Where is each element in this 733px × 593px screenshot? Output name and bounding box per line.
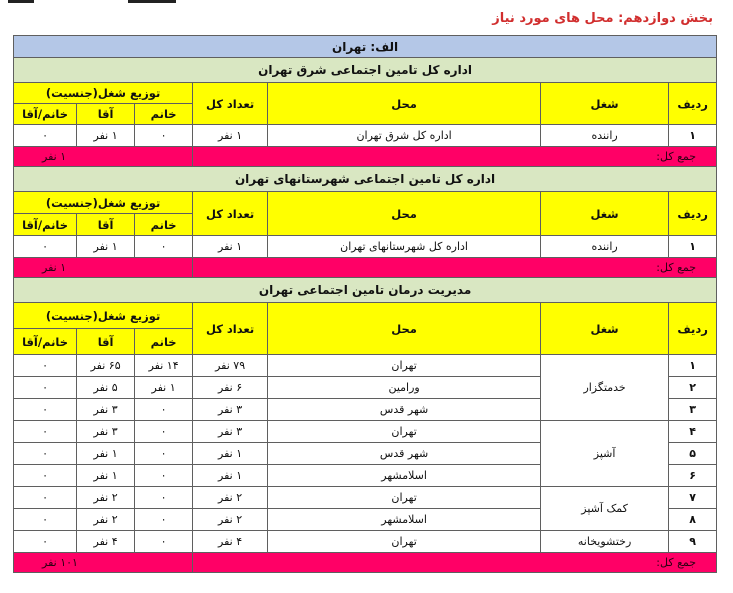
cell-male: ۱ نفر <box>77 125 135 147</box>
cell-male: ۳ نفر <box>77 421 135 443</box>
cell-either: ۰ <box>14 355 77 377</box>
col-header-male: آقا <box>77 104 135 125</box>
top-strip-mark <box>128 0 176 3</box>
col-header-either: خانم/آقا <box>14 329 77 355</box>
cell-female: ۱ نفر <box>135 377 193 399</box>
cell-location: تهران <box>268 421 541 443</box>
col-header-gender-group: توزیع شغل(جنسیت) <box>14 192 193 214</box>
col-header-location: محل <box>268 303 541 355</box>
cell-either: ۰ <box>14 487 77 509</box>
sum-row <box>14 553 717 573</box>
cell-location: اداره کل شرق تهران <box>268 125 541 147</box>
cell-row-no: ۱ <box>669 125 717 147</box>
cell-female: ۰ <box>135 465 193 487</box>
cell-either: ۰ <box>14 399 77 421</box>
cell-row-no: ۶ <box>669 465 717 487</box>
cell-either: ۰ <box>14 421 77 443</box>
table-row <box>14 487 717 509</box>
table-row <box>14 125 717 147</box>
cell-either: ۰ <box>14 509 77 531</box>
cell-female: ۰ <box>135 531 193 553</box>
cell-location: ورامین <box>268 377 541 399</box>
cell-male: ۱ نفر <box>77 443 135 465</box>
cell-male: ۲ نفر <box>77 509 135 531</box>
cell-job: خدمتگزار <box>541 355 669 421</box>
cell-total: ۱ نفر <box>193 443 268 465</box>
cell-total: ۳ نفر <box>193 399 268 421</box>
col-header-either: خانم/آقا <box>14 214 77 236</box>
cell-location: اداره کل شهرستانهای تهران <box>268 236 541 258</box>
cell-female: ۰ <box>135 487 193 509</box>
table-row <box>14 531 717 553</box>
cell-female: ۰ <box>135 236 193 258</box>
cell-either: ۰ <box>14 125 77 147</box>
cell-total: ۶ نفر <box>193 377 268 399</box>
header-row <box>14 83 717 104</box>
cell-total: ۲ نفر <box>193 509 268 531</box>
section-title: اداره کل تامین اجتماعی شهرستانهای تهران <box>14 167 717 192</box>
table-row <box>14 421 717 443</box>
cell-job: راننده <box>541 125 669 147</box>
cell-either: ۰ <box>14 377 77 399</box>
cell-either: ۰ <box>14 531 77 553</box>
cell-location: اسلامشهر <box>268 465 541 487</box>
cell-total: ۷۹ نفر <box>193 355 268 377</box>
region-row <box>14 36 717 58</box>
sum-label: جمع کل: <box>193 553 717 573</box>
cell-location: شهر قدس <box>268 399 541 421</box>
top-strip-mark <box>8 0 34 3</box>
cell-total: ۳ نفر <box>193 421 268 443</box>
cell-total: ۱ نفر <box>193 125 268 147</box>
cell-male: ۴ نفر <box>77 531 135 553</box>
cell-job: کمک آشپز <box>541 487 669 531</box>
section-title-row <box>14 58 717 83</box>
cell-total: ۴ نفر <box>193 531 268 553</box>
cell-row-no: ۴ <box>669 421 717 443</box>
col-header-total: تعداد کل <box>193 303 268 355</box>
col-header-male: آقا <box>77 329 135 355</box>
cell-female: ۰ <box>135 421 193 443</box>
cell-row-no: ۳ <box>669 399 717 421</box>
sum-value: ۱۰۱ نفر <box>14 553 193 573</box>
col-header-gender-group: توزیع شغل(جنسیت) <box>14 83 193 104</box>
section-title-row <box>14 167 717 192</box>
cell-location: شهر قدس <box>268 443 541 465</box>
col-header-female: خانم <box>135 214 193 236</box>
col-header-job: شغل <box>541 192 669 236</box>
col-header-location: محل <box>268 83 541 125</box>
cell-male: ۱ نفر <box>77 465 135 487</box>
cell-male: ۲ نفر <box>77 487 135 509</box>
col-header-female: خانم <box>135 104 193 125</box>
col-header-row-no: ردیف <box>669 303 717 355</box>
cell-male: ۱ نفر <box>77 236 135 258</box>
sum-row <box>14 258 717 278</box>
cell-total: ۱ نفر <box>193 465 268 487</box>
col-header-total: تعداد کل <box>193 83 268 125</box>
col-header-location: محل <box>268 192 541 236</box>
cell-row-no: ۲ <box>669 377 717 399</box>
cell-female: ۰ <box>135 443 193 465</box>
cell-either: ۰ <box>14 443 77 465</box>
cell-row-no: ۷ <box>669 487 717 509</box>
col-header-job: شغل <box>541 83 669 125</box>
region-label: الف: تهران <box>14 36 717 58</box>
cell-location: تهران <box>268 355 541 377</box>
section-heading: بخش دوازدهم: محل های مورد نیاز <box>492 11 713 26</box>
section-title-row <box>14 278 717 303</box>
cell-either: ۰ <box>14 465 77 487</box>
cell-row-no: ۱ <box>669 236 717 258</box>
header-row <box>14 303 717 329</box>
col-header-job: شغل <box>541 303 669 355</box>
cell-either: ۰ <box>14 236 77 258</box>
cell-location: اسلامشهر <box>268 509 541 531</box>
cell-total: ۲ نفر <box>193 487 268 509</box>
sum-label: جمع کل: <box>193 258 717 278</box>
col-header-female: خانم <box>135 329 193 355</box>
cell-row-no: ۸ <box>669 509 717 531</box>
cell-job: راننده <box>541 236 669 258</box>
col-header-total: تعداد کل <box>193 192 268 236</box>
table-row <box>14 355 717 377</box>
cell-male: ۶۵ نفر <box>77 355 135 377</box>
cell-row-no: ۱ <box>669 355 717 377</box>
cell-row-no: ۵ <box>669 443 717 465</box>
sum-row <box>14 147 717 167</box>
cell-total: ۱ نفر <box>193 236 268 258</box>
col-header-row-no: ردیف <box>669 192 717 236</box>
col-header-either: خانم/آقا <box>14 104 77 125</box>
cell-row-no: ۹ <box>669 531 717 553</box>
cell-female: ۰ <box>135 125 193 147</box>
col-header-male: آقا <box>77 214 135 236</box>
sum-value: ۱ نفر <box>14 258 193 278</box>
section-title: اداره کل تامین اجتماعی شرق تهران <box>14 58 717 83</box>
cell-location: تهران <box>268 487 541 509</box>
cell-location: تهران <box>268 531 541 553</box>
cell-female: ۰ <box>135 399 193 421</box>
cell-female: ۱۴ نفر <box>135 355 193 377</box>
cell-male: ۳ نفر <box>77 399 135 421</box>
requirements-table <box>13 35 717 573</box>
sum-value: ۱ نفر <box>14 147 193 167</box>
section-title: مدیریت درمان تامین اجتماعی تهران <box>14 278 717 303</box>
cell-job: آشپز <box>541 421 669 487</box>
header-row <box>14 192 717 214</box>
cell-job: رختشویخانه <box>541 531 669 553</box>
col-header-gender-group: توزیع شغل(جنسیت) <box>14 303 193 329</box>
cell-female: ۰ <box>135 509 193 531</box>
col-header-row-no: ردیف <box>669 83 717 125</box>
table-row <box>14 236 717 258</box>
cell-male: ۵ نفر <box>77 377 135 399</box>
sum-label: جمع کل: <box>193 147 717 167</box>
